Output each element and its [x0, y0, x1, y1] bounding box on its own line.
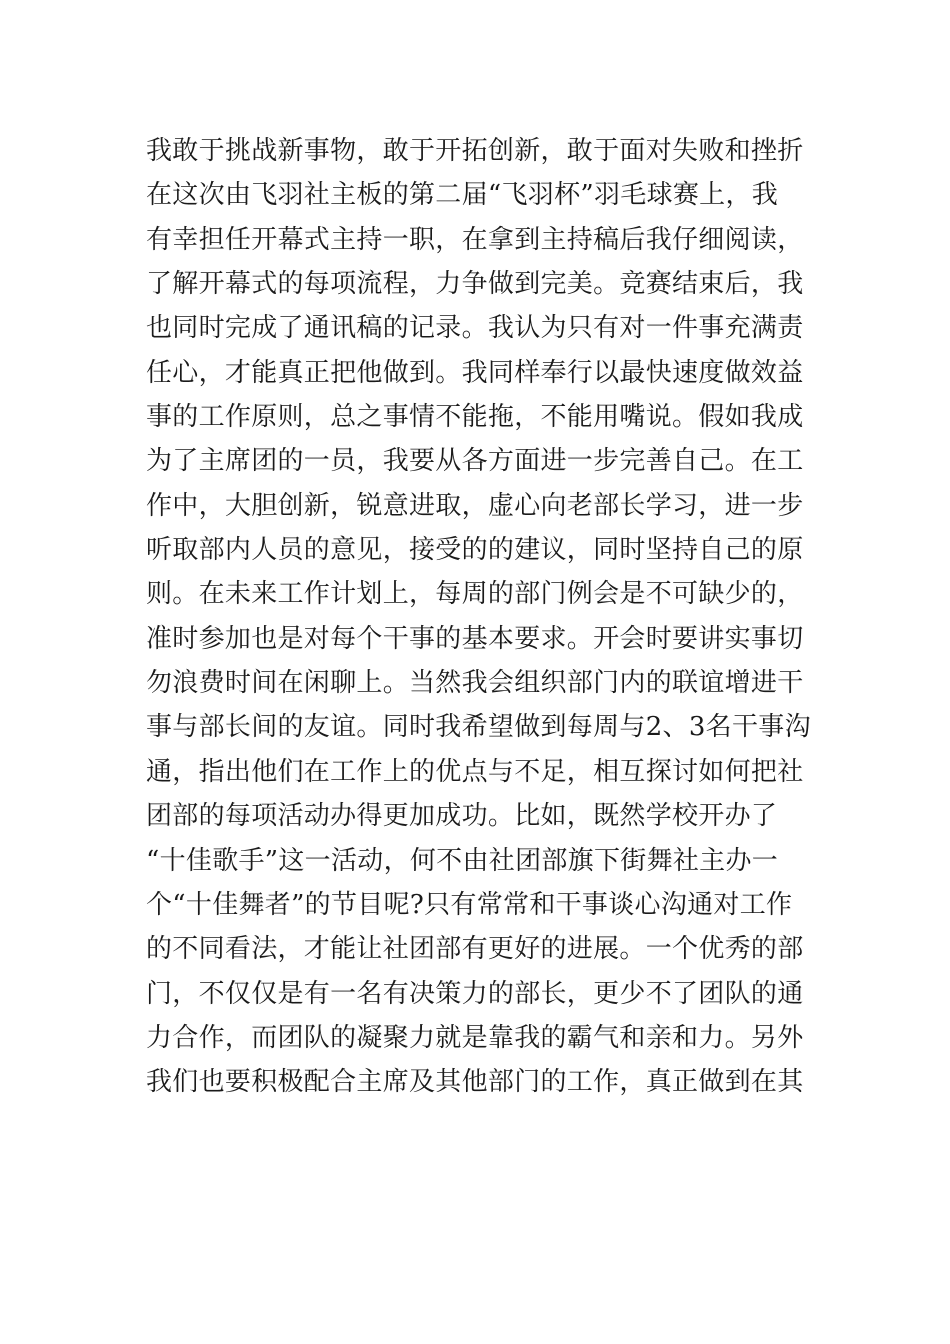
text-line: 门，不仅仅是有一名有决策力的部长，更少不了团队的通: [146, 978, 804, 1009]
text-line: 个“十佳舞者”的节目呢?只有常常和干事谈心沟通对工作: [146, 889, 793, 920]
text-line: 力合作，而团队的凝聚力就是靠我的霸气和亲和力。另外: [146, 1022, 804, 1053]
text-line: 事与部长间的友谊。同时我希望做到每周与2、3名干事沟: [146, 712, 811, 743]
text-line: 作中，大胆创新，锐意进取，虚心向老部长学习，进一步: [146, 490, 804, 521]
text-line: 任心，才能真正把他做到。我同样奉行以最快速度做效益: [146, 357, 804, 388]
text-line: 我敢于挑战新事物，敢于开拓创新，敢于面对失败和挫折: [146, 136, 804, 166]
body-text: [146, 129, 816, 1105]
text-line: 的不同看法，才能让社团部有更好的进展。一个优秀的部: [146, 934, 804, 965]
text-line: “十佳歌手”这一活动，何不由社团部旗下街舞社主办一: [146, 845, 779, 876]
text-line: 事的工作原则，总之事情不能拖，不能用嘴说。假如我成: [146, 402, 804, 433]
text-line: 勿浪费时间在闲聊上。当然我会组织部门内的联谊增进干: [146, 668, 804, 699]
text-line: 有幸担任开幕式主持一职，在拿到主持稿后我仔细阅读，: [146, 224, 804, 255]
text-line: 为了主席团的一员，我要从各方面进一步完善自己。在工: [146, 446, 804, 477]
text-line: 通，指出他们在工作上的优点与不足，相互探讨如何把社: [146, 756, 804, 787]
text-line: 准时参加也是对每个干事的基本要求。开会时要讲实事切: [146, 623, 804, 654]
text-line: 也同时完成了通讯稿的记录。我认为只有对一件事充满责: [146, 313, 804, 344]
text-line: 了解开幕式的每项流程，力争做到完美。竞赛结束后，我: [146, 269, 804, 300]
text-line: 我们也要积极配合主席及其他部门的工作，真正做到在其: [146, 1067, 804, 1098]
text-line: 听取部内人员的意见，接受的的建议，同时坚持自己的原: [146, 535, 804, 566]
text-line: 团部的每项活动办得更加成功。比如，既然学校开办了: [146, 801, 778, 832]
text-line: 则。在未来工作计划上，每周的部门例会是不可缺少的，: [146, 579, 804, 610]
text-line: 在这次由飞羽社主板的第二届“飞羽杯”羽毛球赛上，我: [146, 180, 779, 211]
